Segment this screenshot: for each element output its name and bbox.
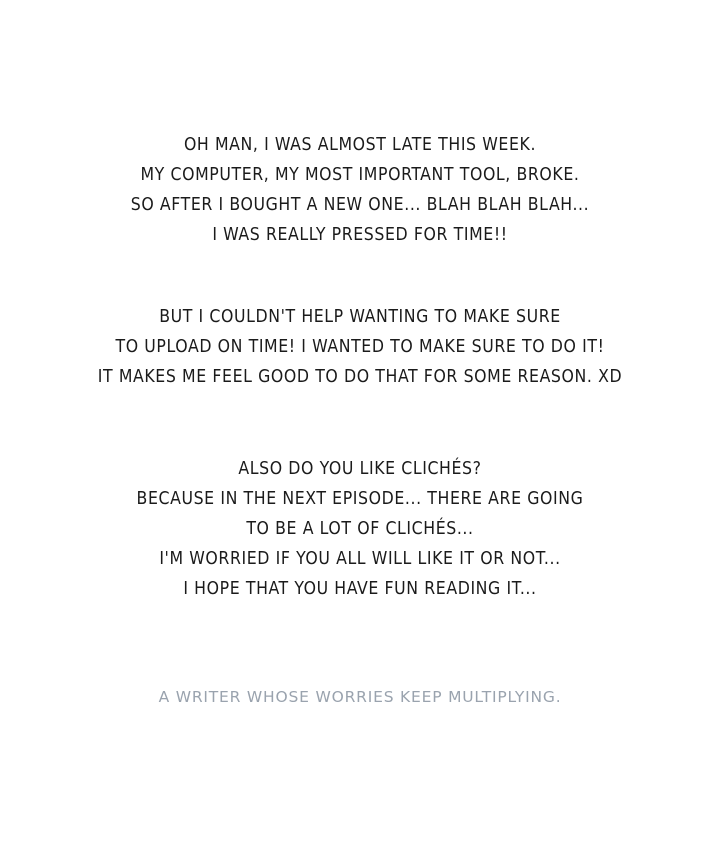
note-line: I HOPE THAT YOU HAVE FUN READING IT... xyxy=(183,579,537,599)
note-paragraph-1 xyxy=(0,130,720,250)
note-line: ALSO DO YOU LIKE CLICHÉS? xyxy=(238,459,482,479)
author-note-content xyxy=(0,130,720,710)
note-paragraph-2 xyxy=(0,302,720,392)
note-line: I'M WORRIED IF YOU ALL WILL LIKE IT OR NOT... xyxy=(159,549,561,569)
note-line: BUT I COULDN'T HELP WANTING TO MAKE SURE xyxy=(159,307,561,327)
note-line: OH MAN, I WAS ALMOST LATE THIS WEEK. xyxy=(183,135,537,155)
note-line: TO UPLOAD ON TIME! I WANTED TO MAKE SURE TO DO IT! xyxy=(115,337,605,357)
author-signature: A WRITER WHOSE WORRIES KEEP MULTIPLYING. xyxy=(158,688,562,706)
note-line: IT MAKES ME FEEL GOOD TO DO THAT FOR SOME REASON. XD xyxy=(97,367,623,387)
note-line: I WAS REALLY PRESSED FOR TIME!! xyxy=(212,225,508,245)
note-line: MY COMPUTER, MY MOST IMPORTANT TOOL, BROKE. xyxy=(140,165,580,185)
note-line: SO AFTER I BOUGHT A NEW ONE... BLAH BLAH BLAH... xyxy=(130,195,590,215)
note-paragraph-3 xyxy=(0,454,720,604)
note-line: BECAUSE IN THE NEXT EPISODE... THERE ARE GOING xyxy=(136,489,584,509)
note-line: TO BE A LOT OF CLICHÉS... xyxy=(246,519,474,539)
